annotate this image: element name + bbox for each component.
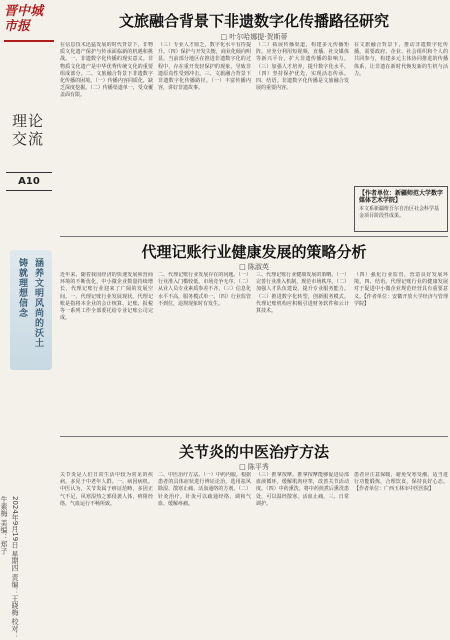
article-divider-2 — [60, 436, 448, 437]
article-1-column-4: 在文旅融合背景下，推动非遗数字化传播，需要政府、企业、社会组织和个人的共同参与，构建多元主体协同推进的传播体系，让非遗在新时代焕发新的生机与活力。 — [354, 42, 448, 77]
article-2-column-1: 近年来，随着我国经济的快速发展和营商环境的不断优化，中小微企业数量持续增长，代理记账行业迎来了广阔的发展空间。一、代理记账行业发展现状。代理记账是指将本企业的会计核算、记账、报税等一系列工作全部委托给专业记账公司完成。 — [60, 272, 153, 322]
left-sidebar — [0, 0, 58, 640]
masthead-rule — [4, 40, 54, 42]
article-2-column-3: 三、代理记账行业健康发展的策略。（一）完善行业准入机制，规范市场秩序。（二）加强人才队伍建设，提升专业服务能力。（三）推进数字化转型，创新服务模式。代理记账机构应积极引进财务软件和云计算技术。 — [256, 272, 349, 315]
article-1-column-2: （三）专业人才匮乏，数字化水平有待提升。（四）保护与开发失衡，商业化倾向明显。当前部分地区在推进非遗数字化的过程中，存在重开发轻保护的现象，导致非遗原真性受到冲击。三、文旅融合背景下非遗数字化传播路径。（一）丰富传播内容，讲好非遗故事。 — [158, 42, 251, 92]
article-1-author-unit: 【作者单位：新疆师范大学数字媒体艺术学院】 — [359, 190, 444, 204]
article-2-column-2: 二、代理记账行业发展存在的问题。（一）行业准入门槛较低，市场竞争无序。（二）从业人员专业素质参差不齐。（三）信息化水平不高，服务模式单一。（四）行业监管不到位，违规现象时有发生。 — [158, 272, 251, 307]
page-main — [60, 0, 448, 640]
article-1-byline: □ 叶尔哈娜提·贺斯蒂 — [220, 33, 288, 41]
page-number-box — [6, 172, 52, 191]
article-2-column-4: （四）强化行业监管，营造良好发展环境。四、结语。代理记账行业的健康发展对于促进中小微企业规范经营具有重要意义。【作者单位：安徽开放大学经济与管理学院】 — [354, 272, 448, 307]
article-3-column-4: 患者应注意保暖，避免受寒受潮，适当进行功能锻炼，合理饮食，保持良好心态。【作者单位：广西玉林市中医医院】 — [354, 472, 448, 493]
article-1-column-1: 在信息技术迅猛发展的时代背景下，非物质文化遗产保护与传承面临新的机遇和挑战。一、非遗数字化传播的现实意义。非物质文化遗产是中华优秀传统文化的重要组成部分。二、文旅融合背景下非遗数字化传播的困境。（一）传播内容同质化，缺乏深度挖掘。（二）传播渠道单一，受众覆盖面有限。 — [60, 42, 153, 99]
article-3-byline: □ 陈平秀 — [239, 463, 269, 471]
article-1-title: 文旅融合背景下非遗数字化传播路径研究 — [118, 12, 389, 30]
slogan-line-2: 铸就理想信念 — [17, 258, 27, 318]
article-divider-1 — [60, 236, 448, 237]
article-1-author-box — [354, 186, 448, 232]
slogan-line-1: 涵养文明风尚的沃土 — [33, 258, 43, 348]
page-number: A10 — [18, 176, 40, 187]
newspaper-masthead: 晋中城市报 — [4, 4, 44, 34]
date-editor-line: 2024年9月19日 星期四 责编：王晓梅 校对：牛素梅 美编：郑子 — [0, 496, 19, 639]
article-3-column-2: 二、中医治疗方法。（一）中药内服。根据患者的具体症状进行辨证论治，选用祛风除湿、散寒止痛、活血通络的方剂。（二）针灸治疗。针灸可以疏通经络、调和气血、缓解疼痛。 — [158, 472, 251, 507]
article-3-column-3: （三）推拿按摩。推拿按摩能够促进局部血液循环，缓解肌肉痉挛，改善关节活动度。（四）中药熏洗。将中药煎煮后熏洗患处，可以温经散寒、活血止痛。三、日常调护。 — [256, 472, 349, 507]
article-3-title: 关节炎的中医治疗方法 — [178, 443, 329, 461]
section-name: 理论交流 — [11, 112, 44, 148]
article-1-author-note: 本文系新疆维吾尔自治区社会科学基金项目阶段性成果。 — [359, 206, 440, 219]
article-3-column-1: 关节炎是人们日常生活中较为常见的疾病，多见于中老年人群。一、病因病机。中医认为，关节炎属于痹证范畴，多因正气不足，风寒湿热之邪侵袭人体，痹阻经络，气血运行不畅所致。 — [60, 472, 153, 507]
article-1-column-3: （二）拓展传播渠道，构建多元传播矩阵。应充分利用短视频、直播、社交媒体等新兴平台，扩大非遗传播的影响力。（三）加强人才培养，提升数字化水平。（四）坚持保护优先，实现活态传承。四、结语。非遗数字化传播是文旅融合发展的重要内容。 — [256, 42, 349, 92]
article-2-title: 代理记账行业健康发展的策略分析 — [141, 243, 367, 261]
slogan-banner — [10, 250, 52, 370]
article-2-byline: □ 陈淑英 — [239, 263, 269, 271]
